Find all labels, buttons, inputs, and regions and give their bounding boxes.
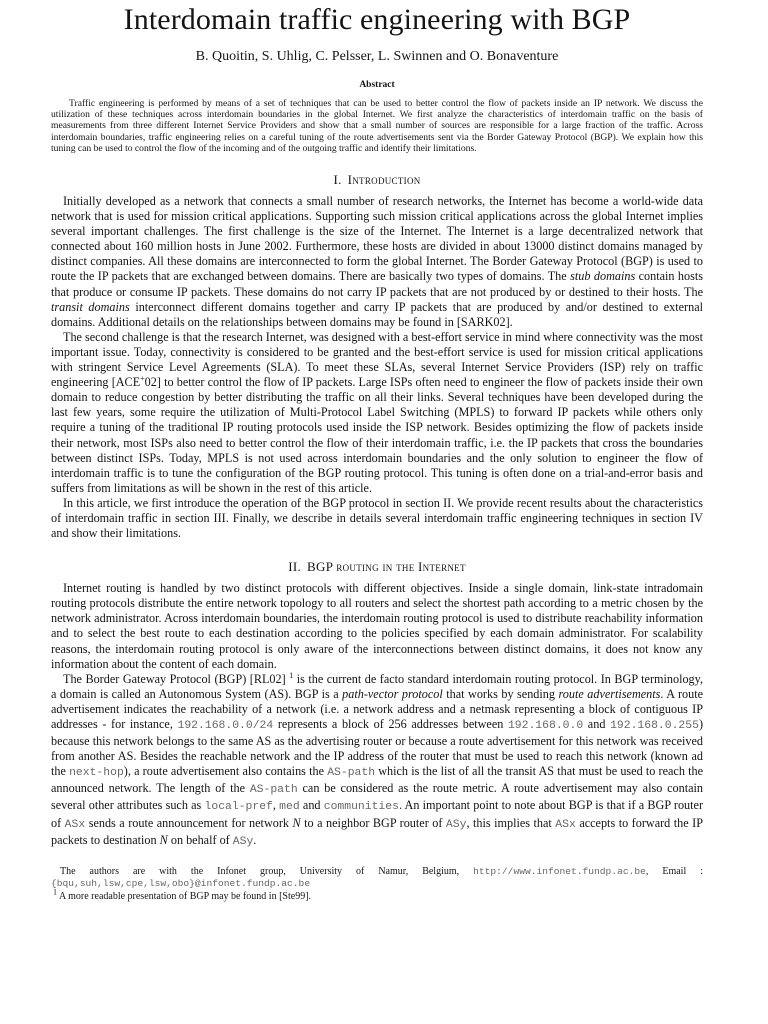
text-run: The second challenge is that the research Internet, was designed with a best-effort service in mind where connectivity was the most important issue. Today, connectivity is considered to be granted and the best-effort service is used for mission critical applications with stringent Service Level Agreements (SLA). To meet these SLAs, several Internet Service Providers (ISP) rely on traffic engineering [ACE [51,329,703,390]
affiliation-url[interactable]: http://www.infonet.fundp.ac.be [473,865,646,877]
code-med: med [279,801,300,814]
intro-paragraph-2 [51,330,703,496]
code-local-pref: local-pref [204,801,273,814]
intro-paragraph-3: In this article, we first introduce the operation of the BGP protocol in section II. We provide recent results about the characteristics of interdomain traffic in section III. Finally, we describe in details several interdomain traffic engineering techniques in section IV and show their limitations. [51,495,703,541]
paper-page [51,0,703,903]
code-address: 192.168.0.255 [610,720,699,733]
text-run: sends a route announcement for network [85,815,293,830]
code-as-path: AS-path [249,784,298,797]
term-transit-domains: transit domains [51,299,130,314]
affiliation-footnote [51,866,703,890]
bgp-paragraph-2 [51,672,703,850]
text-run: contain hosts that produce or consume IP packets. These domains do not carry IP packets that are not produced by or destined to their hosts. The [51,269,703,299]
math-n: N [292,815,301,830]
text-run: is the current de facto standard interdomain routing protocol. In BGP terminology, a domain is called an Autonomous System (AS). BGP is a [51,671,704,701]
footnote-marker: 1 [53,887,57,897]
section-number: I. [333,172,342,188]
section-title: BGP routing in the Internet [307,559,466,575]
citation-superscript: + [140,374,145,384]
code-asy: ASy [445,818,467,831]
term-route-advertisements: route advertisements [558,686,661,701]
paper-authors: B. Quoitin, S. Uhlig, C. Pelsser, L. Swinnen and O. Bonaventure [195,49,559,64]
code-next-hop: next-hop [69,767,124,780]
affiliation-text: The authors are with the Infonet group, University of Namur, Belgium, [60,865,460,877]
code-address: 192.168.0.0 [507,720,584,733]
text-run: on behalf of [167,832,233,847]
section-heading-introduction [51,172,703,188]
text-run: ), a route advertisement also contains the [123,764,328,779]
text-run: . [253,832,257,847]
email-label: , Email : [645,865,703,877]
affiliation-email[interactable]: {bqu,suh,lsw,cpe,lsw,obo}@infonet.fundp.ac.be [51,877,311,889]
code-as-path: AS-path [327,767,376,780]
footnote-text: A more readable presentation of BGP may be found in [Ste99]. [58,890,312,902]
section-number: II. [288,559,302,575]
intro-paragraph-1 [51,194,703,330]
abstract-text: Traffic engineering is performed by means of a set of techniques that can be used to better control the flow of packets inside an IP network. We discuss the utilization of these techniques across interdomain boundaries in the global Internet. We first analyze the characteristics of interdomain traffic on the basis of measurements from three different Internet Service Providers and show that a small number of sources are responsible for a large fraction of the traffic. Across interdomain boundaries, traffic engineering relies on a careful tuning of the route advertisements sent via the Border Gateway Protocol (BGP). We explain how this tuning can be used to control the flow of the incoming and of the outgoing traffic and identify their limitations. [51,98,703,154]
code-asy: ASy [232,835,254,848]
text-run: . An important point to note about BGP is that if a BGP router of [51,798,704,830]
section-heading-bgp-routing [51,559,703,575]
text-run: represents a block of 256 addresses between [273,717,508,732]
text-run: can be considered as the route metric. A route advertisement may also contain several other attributes such as [51,781,703,813]
text-run: interconnect different domains together and carry IP packets that are produced by and/or destined to external domains. Additional details on the relationships between domains may be found in [SARK02]. [51,299,703,329]
footnote-marker: 1 [289,670,294,680]
text-run: Initially developed as a network that connects a small number of research networks, the Internet has become a world-wide data network that is used for mission critical applications. Supporting such mission critical applications across the global Internet implies several important challenges. The first challenge is the size of the Internet. The Internet is a large decentralized network that connected about 160 million hosts in June 2002. Furthermore, these hosts are divided in about 13000 distinct domains managed by distinct companies. All these domains are interconnected to form the global Internet. The Border Gateway Protocol (BGP) is used to route the IP packets that are exchanged between domains. There are basically two types of domains. The [51,194,703,284]
text-run: 02] to better control the flow of IP packets. Large ISPs often need to engineer the flow of packets inside their own domain to reduce congestion by better distributing the traffic on all their links. Several techniques have been developed during the last few years, some require the utilization of Multi-Protocol Label Switching (MPLS) to forward IP packets while others only require a tuning of the traditional IP routing protocols used inside the ISP network. Besides optimizing the flow of packets inside their network, most ISPs also need to better control the flow of their interdomain traffic, i.e. the IP packets that cross the boundaries between distinct ISPs. Today, MPLS is not used across interdomain boundaries and the only solution to engineer the flow of interdomain traffic is to tune the configuration of the BGP routing protocol. This tuning is often done on a trial-and-error basis and suffers from limitations as will be shown in the rest of this article. [51,375,703,495]
text-run: , [272,798,280,813]
term-path-vector-protocol: path-vector protocol [342,686,443,701]
section-title: Introduction [347,172,421,188]
text-run: and [299,798,324,813]
abstract-heading: Abstract [359,80,395,90]
text-run: ) because this network belongs to the same AS as the advertising router or because a route advertisement for this network was received from another AS. Besides the reachable network and the IP address of the router that must be used to reach this network (known ad the [51,717,703,779]
code-asx: ASx [64,818,86,831]
code-prefix: 192.168.0.0/24 [177,720,274,733]
paper-title: Interdomain traffic engineering with BGP [123,3,631,36]
text-run: , this implies that [466,815,556,830]
code-asx: ASx [555,818,576,831]
text-run: The Border Gateway Protocol (BGP) [RL02] [63,671,290,686]
text-run: that works by sending [442,686,559,701]
code-communities: communities [323,801,399,814]
text-run: accepts to forward the IP packets to destination [51,815,703,847]
text-run: which is the list of all the transit AS that must be used to reach the announced network. The length of the [51,764,703,796]
footnotes [51,866,703,903]
text-run: . A route advertisement indicates the reachability of a network (i.e. a network address and a netmask representing a block of contiguous IP addresses - for instance, [51,686,703,732]
term-stub-domains: stub domains [570,269,636,284]
text-run: to a neighbor BGP router of [300,815,446,830]
text-run: and [583,717,611,732]
bgp-paragraph-1: Internet routing is handled by two distinct protocols with different objectives. Inside a single domain, link-state intradomain routing protocols distribute the entire network topology to all routers and select the shortest path according to a metric chosen by the network administrator. Across interdomain boundaries, the interdomain routing protocol is used to distribute reachability information and to select the best route to each destination according to the policies specified by each domain administrator. For scalability reasons, the interdomain routing protocol is only aware of the interconnections between distinct domains, it does not know any information about the content of each domain. [51,581,703,671]
math-n: N [159,832,168,847]
footnote-1 [51,887,703,903]
